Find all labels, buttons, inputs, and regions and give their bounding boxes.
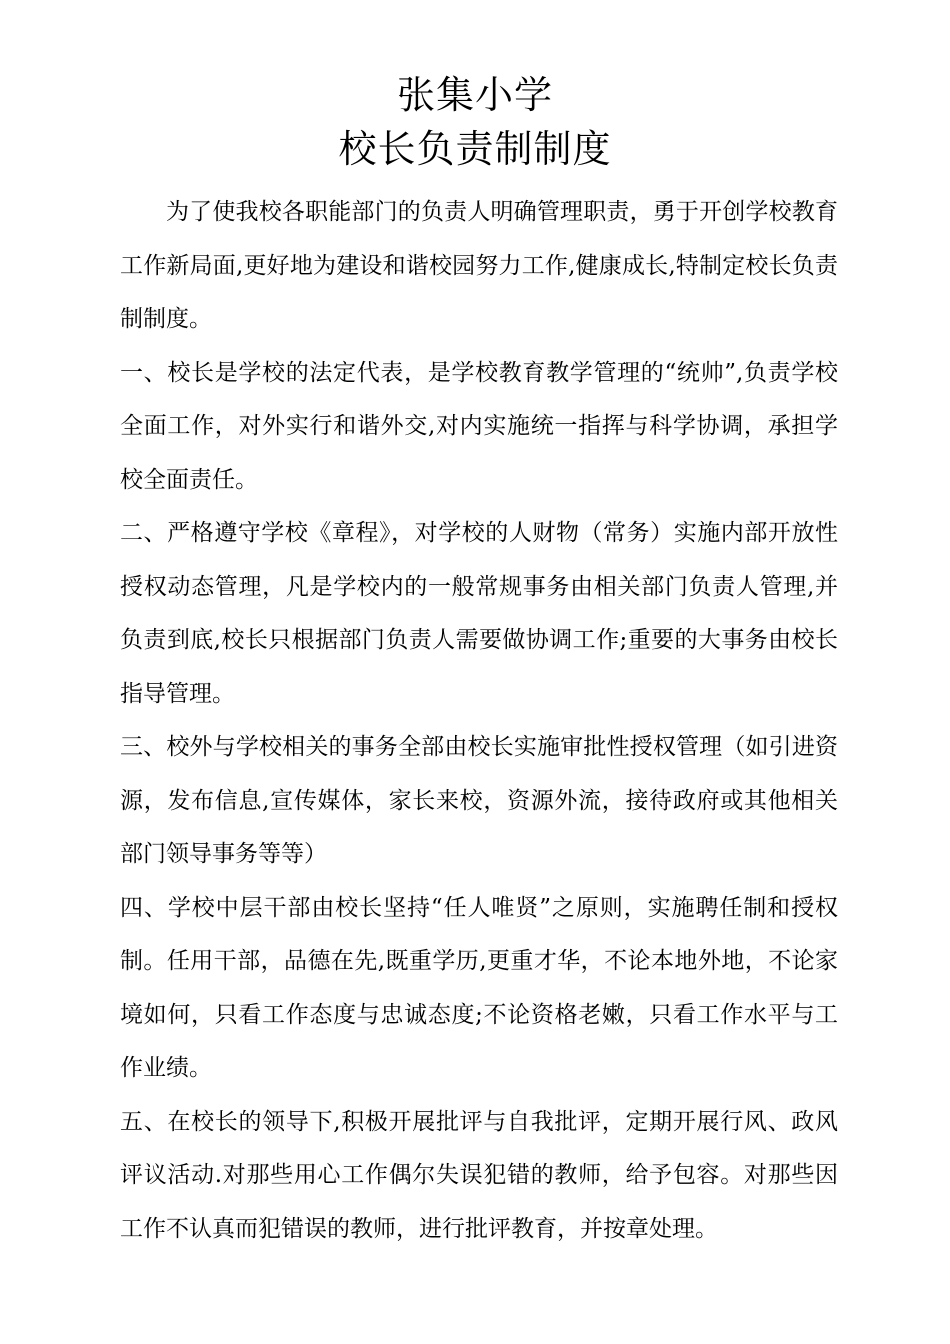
clause-2-paragraph: 二、严格遵守学校《章程》，对学校的人财物（常务）实施内部开放性授权动态管理，凡是学校内的一般常规事务由相关部门负责人管理,并负责到底,校长只根据部门负责人需要做协调工作;重要的大事务由校长指导管理。 xyxy=(120,520,838,707)
document-body xyxy=(120,186,838,1256)
clause-1-paragraph: 一、校长是学校的法定代表，是学校教育教学管理的“统帅”,负责学校全面工作，对外实行和谐外交,对内实施统一指挥与科学协调，承担学校全面责任。 xyxy=(120,359,838,493)
clause-3-paragraph: 三、校外与学校相关的事务全部由校长实施审批性授权管理（如引进资源，发布信息,宣传媒体，家长来校，资源外流，接待政府或其他相关部门领导事务等等） xyxy=(120,734,838,867)
clause-5-paragraph: 五、在校长的领导下,积极开展批评与自我批评，定期开展行风、政风评议活动.对那些用心工作偶尔失误犯错的教师，给予包容。对那些因工作不认真而犯错误的教师，进行批评教育，并按章处理。 xyxy=(120,1108,838,1242)
title-block xyxy=(0,68,950,176)
document-title: 校长负责制制度 xyxy=(338,127,612,171)
intro-paragraph: 为了使我校各职能部门的负责人明确管理职责，勇于开创学校教育工作新局面,更好地为建设和谐校园努力工作,健康成长,特制定校长负责制制度。 xyxy=(120,199,838,332)
clause-4-paragraph: 四、学校中层干部由校长坚持“任人唯贤”之原则，实施聘任制和授权制。任用干部，品德在先,既重学历,更重才华，不论本地外地，不论家境如何，只看工作态度与忠诚态度;不论资格老嫩，只看工作水平与工作业绩。 xyxy=(120,894,838,1081)
school-name: 张集小学 xyxy=(396,73,553,117)
